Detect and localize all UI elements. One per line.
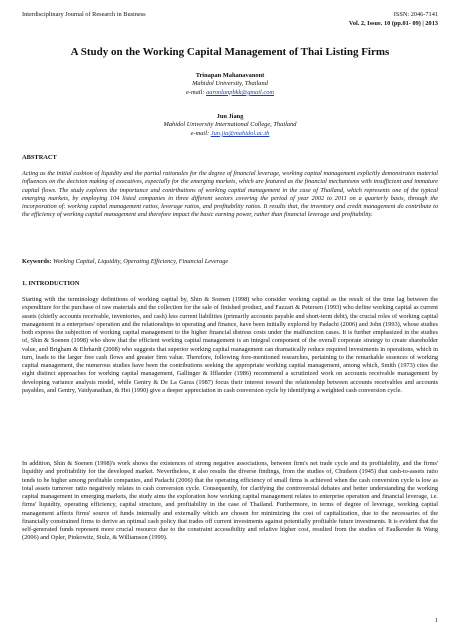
issn: ISSN: 2046-7141 bbox=[393, 11, 438, 18]
body-paragraph: Starting with the terminology definitions of working capital by, Shin & Soenen (1998) who consider working capital as the result of the time lag between the expenditure for the purchase of raw materials and the collection for the sale of finished product, and Fazzari & Petersen (1993) who define working capital as current assets (chiefly accounts receivable, inventories, and cash) less current liabilities (primarily accounts payable and short-term debt), the crucial roles of working capital management in a enterprises' operation and the relationships to operating and finance, have been initially explored by Padachi (2006) and John (1993), whose studies both express the subjection of working capital management to the higher financial distress costs under the malfunction cases. It is further emphasized in the studies of, Shin & Soenen (1998) who show that the efficient working capital management is an integral component of the overall corporate strategy to create shareholder value, and Brigham & Ehrhardt (2008) who suggests that superior working capital management can dramatically reduce required investments in operations, which in turn, leads to the larger free cash flows and greater firm value. Therefore, following fore-mentioned researches, pertaining to the remarkable essences of working capital management, the numerous studies have been the contributions seeking the appropriate working capital management, among which, Smith (1973) cites the eight distinct approaches for working capital management, Gallinger & Ifflander (1986) recommend a scrutinized work on accounts receivable management by developing variance analysis model, while Gentry & De La Garza (1987) focus their interest toward the relationship between accounts receivables and accounts payables, and Gentry, Vaidyanathan, & Hei (1990) give a deeper appreciation in cash conversion cycle by identifying a weighted cash conversion cycle. bbox=[22, 296, 438, 394]
abstract-heading: ABSTRACT bbox=[22, 154, 57, 161]
journal-meta bbox=[349, 11, 438, 28]
email-label: e-mail: bbox=[190, 129, 210, 137]
author-affiliation: Mahidol University, Thailand bbox=[192, 80, 268, 88]
volume-issue: Vol. 2, Issue. 10 (pp.01- 09) | 2013 bbox=[348, 19, 438, 27]
author-email-line bbox=[22, 89, 438, 97]
author-email-link[interactable]: aaronlanpbkk@gmail.com bbox=[206, 88, 275, 96]
page-number: 1 bbox=[434, 617, 438, 624]
abstract-text: Acting as the initial cushion of liquidity and the partial rationales for the degree of financial leverage, working capital management explicitly demonstrates material influences on the decision making of executives, especially for the emerging markets, which are featured as the financial mechanisms with insufficient and immature capital flows. The study explores the importance and contributions of working capital management in the case of Thailand, which represents one of the typical emerging markets, by employing 104 listed companies in three different sectors covering the period of year 2002 to 2011 on a quarterly basis, through the incorporation of: working capital management ratios, leverage ratios, and profitability ratios. It results that, the inventory and credit management do contribute to the efficiency of working capital management and therefore impact the basic earning power, rather than financial leverage and profitability. bbox=[22, 170, 438, 219]
author-name: Jun Jiang bbox=[216, 113, 244, 120]
email-label: e-mail: bbox=[185, 88, 205, 96]
author-email-line bbox=[22, 130, 438, 138]
paper-title: A Study on the Working Capital Management of Thai Listing Firms bbox=[70, 46, 390, 58]
journal-name: Interdisciplinary Journal of Research in Business bbox=[22, 11, 146, 18]
body-paragraph: In addition, Shin & Soenen (1998)'s work shows the existences of strong negative associations, between firm's net trade cycle and its profitability, and the firms' liquidity and profitability for the developed market. Nevertheless, it also results the diverse findings, from the studies of, Chudson (1945) that cash-to-assets ratio tends to be higher among profitable companies, and Padachi (2006) that the operating efficiency of small firms is achieved when the cash conversion cycle is low as total assets turnover ratio negatively relates to cash conversion cycle. Consequently, for clarifying the controversial debates and better understanding the working capital management in emerging markets, the study aims the exploration how working capital management relates to enterprise operation and financial leverage, i.e. firms' liquidity, operating efficiency, capital structure, and profitability in the case of Thailand. Furthermore, in terms of degree of leverage, working capital management affects firms' source of funds internally and externally which are chosen for minimizing the cost of capitalization, due to the necessaries of the financially constrained firms to derive an optimal cash policy that trades off current investments against potentially profitable future investments. It is evident that the self-generated funds represent more crucial resource due to the constraint accessibility and relative higher cost, resulted from the studies of Faulkender & Wang (2006) and Opler, Pinkowitz, Stulz, & Williamson (1999). bbox=[22, 460, 438, 542]
author-block-1 bbox=[22, 72, 438, 97]
keywords-line bbox=[22, 258, 438, 265]
author-affiliation: Mahidol University International College, Thailand bbox=[163, 121, 297, 129]
keywords-label: Keywords: bbox=[22, 258, 52, 265]
keywords-text: Working Capital, Liquidity, Operating Efficiency, Financial Leverage bbox=[52, 258, 229, 265]
author-block-2 bbox=[22, 113, 438, 138]
author-email-link[interactable]: Jun.jia@mahidol.ac.th bbox=[210, 129, 270, 137]
author-name: Trinapan Mahanavanont bbox=[195, 72, 265, 79]
section-heading: 1. INTRODUCTION bbox=[22, 280, 80, 287]
